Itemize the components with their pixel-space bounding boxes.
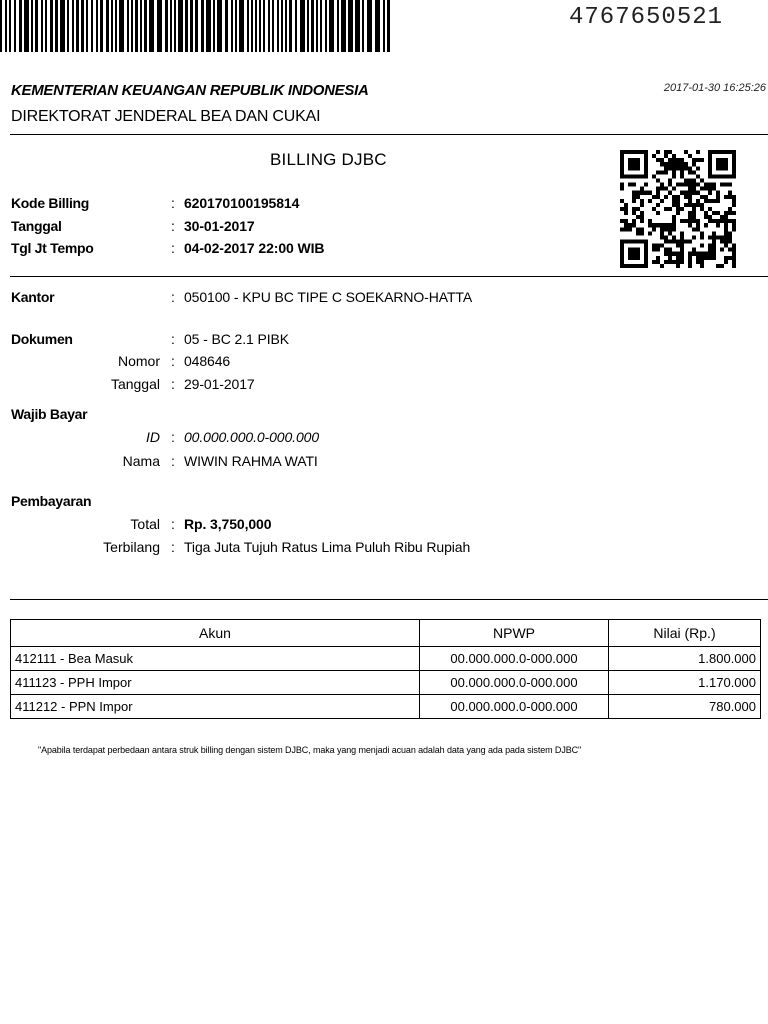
pembayaran-label: Pembayaran — [11, 493, 92, 509]
dokumen-value: 05 - BC 2.1 PIBK — [184, 331, 290, 347]
npwp-cell: 00.000.000.0-000.000 — [420, 695, 609, 719]
total-value: Rp. 3,750,000 — [184, 516, 272, 532]
wajib-bayar-label: Wajib Bayar — [11, 406, 88, 422]
directorate-name: DIREKTORAT JENDERAL BEA DAN CUKAI — [11, 108, 321, 125]
billing-divider — [10, 276, 768, 277]
dokumen-tanggal-label: Tanggal — [110, 376, 160, 392]
kantor-value: 050100 - KPU BC TIPE C SOEKARNO-HATTA — [184, 289, 473, 305]
akun-cell: 411123 - PPH Impor — [11, 671, 420, 695]
dokumen-nomor-value: 048646 — [184, 353, 231, 369]
wajib-bayar-id-value: 00.000.000.0-000.000 — [184, 429, 320, 445]
tanggal-label: Tanggal — [11, 218, 62, 234]
header-divider — [10, 134, 768, 135]
terbilang-label: Terbilang — [103, 539, 160, 555]
dokumen-nomor-label: Nomor — [117, 353, 160, 369]
total-label: Total — [130, 516, 160, 532]
tanggal-value: 30-01-2017 — [184, 218, 255, 234]
table-row — [11, 695, 761, 719]
akun-table — [10, 619, 761, 719]
wajib-bayar-nama-value: WIWIN RAHMA WATI — [184, 453, 318, 469]
footer-note: "Apabila terdapat perbedaan antara struk billing dengan sistem DJBC, maka yang menjadi acuan adalah data yang ada pada sistem DJBC" — [38, 745, 582, 755]
dokumen-tanggal-value: 29-01-2017 — [184, 376, 255, 392]
jatuh-tempo-label: Tgl Jt Tempo — [11, 240, 94, 256]
col-header-akun: Akun — [11, 620, 420, 647]
nilai-cell: 780.000 — [609, 695, 761, 719]
terbilang-value: Tiga Juta Tujuh Ratus Lima Puluh Ribu Rupiah — [184, 539, 471, 555]
nilai-cell: 1.170.000 — [609, 671, 761, 695]
ministry-name: KEMENTERIAN KEUANGAN REPUBLIK INDONESIA — [11, 82, 369, 99]
table-row — [11, 671, 761, 695]
qr-code-image — [620, 150, 736, 268]
col-header-npwp: NPWP — [420, 620, 609, 647]
barcode-number: 4767650521 — [569, 4, 724, 31]
jatuh-tempo-value: 04-02-2017 22:00 WIB — [184, 240, 325, 256]
wajib-bayar-nama-label: Nama — [122, 453, 160, 469]
akun-cell: 411212 - PPN Impor — [11, 695, 420, 719]
kode-billing-label: Kode Billing — [11, 195, 90, 211]
table-divider — [10, 599, 768, 600]
npwp-cell: 00.000.000.0-000.000 — [420, 647, 609, 671]
wajib-bayar-id-label: ID — [146, 429, 160, 445]
nilai-cell: 1.800.000 — [609, 647, 761, 671]
table-header-row — [11, 620, 761, 647]
print-timestamp: 2017-01-30 16:25:26 — [663, 82, 766, 94]
document-title: BILLING DJBC — [270, 150, 387, 169]
table-row — [11, 647, 761, 671]
dokumen-label: Dokumen — [11, 331, 73, 347]
akun-cell: 412111 - Bea Masuk — [11, 647, 420, 671]
col-header-nilai: Nilai (Rp.) — [609, 620, 761, 647]
npwp-cell: 00.000.000.0-000.000 — [420, 671, 609, 695]
kantor-label: Kantor — [11, 289, 55, 305]
barcode-image — [0, 0, 393, 52]
kode-billing-value: 620170100195814 — [184, 195, 300, 211]
